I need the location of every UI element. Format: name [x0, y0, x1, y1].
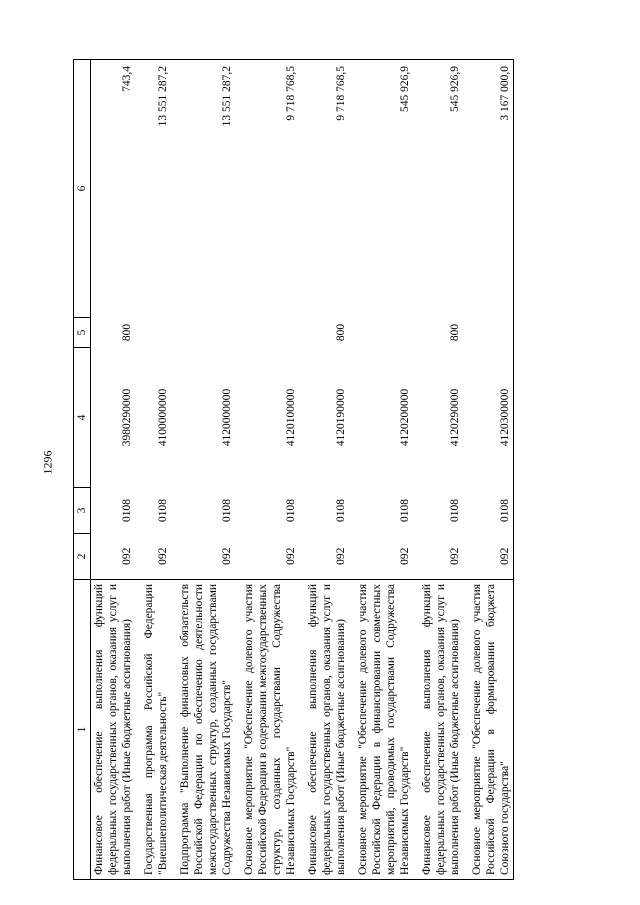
row-name: Основное мероприятие "Обеспечение долевого участия Российской Федерации в финансировании совместных мероприятий, проводимых государствами Содружества Независимых Государств" — [355, 580, 413, 880]
table-row — [305, 60, 349, 880]
row-amount: 9 718 768,5 — [305, 60, 349, 318]
row-code-3: 0108 — [221, 499, 233, 522]
header-cell-6: 6 — [74, 60, 91, 318]
row-code-5: 800 — [121, 323, 133, 342]
row-name: Финансовое обеспечение выполнения функций федеральных государственных органов, оказания услуг и выполнения работ (Иные бюджетные ассигнования) — [305, 580, 349, 880]
row-code-2: 092 — [221, 547, 233, 565]
page-number: 1296 — [40, 450, 55, 475]
table-row — [91, 60, 136, 880]
row-code-5 — [469, 318, 514, 348]
table-row — [355, 60, 413, 880]
row-code-3: 0108 — [285, 499, 297, 522]
row-code-2: 092 — [335, 547, 347, 565]
row-code-2: 092 — [449, 547, 461, 565]
row-name: Финансовое обеспечение выполнения функций федеральных государственных органов, оказания услуг и выполнения работ (Иные бюджетные ассигнования) — [419, 580, 463, 880]
row-amount: 3 167 000,0 — [469, 60, 514, 318]
header-cell-3: 3 — [74, 488, 91, 534]
header-cell-5: 5 — [74, 318, 91, 348]
row-amount: 13 551 287,2 — [141, 60, 171, 318]
table-header-row — [74, 60, 91, 880]
row-code-3: 0108 — [157, 499, 169, 522]
budget-table — [73, 59, 514, 880]
row-name: Основное мероприятие "Обеспечение долевого участия Российской Федерации в формировании бюджета Союзного государства" — [469, 580, 514, 880]
row-code-5 — [241, 318, 299, 348]
row-code-4: 4120100000 — [285, 388, 297, 447]
row-code-4: 3980290000 — [121, 388, 133, 447]
row-name: Государственная программа Российской Федерации "Внешнеполитическая деятельность" — [141, 580, 171, 880]
header-cell-1: 1 — [74, 580, 91, 880]
row-code-3: 0108 — [335, 499, 347, 522]
row-name: Основное мероприятие "Обеспечение долевого участия Российской Федерации в содержании межгосударственных структур, созданных государствами Содружества Независимых Государств" — [241, 580, 299, 880]
row-code-4: 4120200000 — [399, 388, 411, 447]
row-amount: 743,4 — [91, 60, 136, 318]
row-name: Финансовое обеспечение выполнения функций федеральных государственных органов, оказания услуг и выполнения работ (Иные бюджетные ассигнования) — [91, 580, 136, 880]
row-amount: 545 926,9 — [419, 60, 463, 318]
table-row — [419, 60, 463, 880]
row-code-3: 0108 — [399, 499, 411, 522]
rotated-table-container — [73, 60, 593, 880]
table-row — [241, 60, 299, 880]
row-code-3: 0108 — [121, 499, 133, 522]
row-code-3: 0108 — [449, 499, 461, 522]
row-code-2: 092 — [121, 547, 133, 565]
table-row — [469, 60, 514, 880]
row-code-5: 800 — [449, 323, 461, 342]
table-row — [141, 60, 171, 880]
header-cell-2: 2 — [74, 534, 91, 580]
row-amount: 9 718 768,5 — [241, 60, 299, 318]
row-code-4: 4120290000 — [449, 388, 461, 447]
row-code-2: 092 — [399, 547, 411, 565]
row-code-3: 0108 — [469, 488, 514, 534]
row-code-5 — [177, 318, 235, 348]
row-code-2: 092 — [469, 534, 514, 580]
row-code-4: 4100000000 — [157, 388, 169, 447]
header-cell-4: 4 — [74, 348, 91, 488]
row-code-5 — [355, 318, 413, 348]
table-row — [177, 60, 235, 880]
row-code-2: 092 — [285, 547, 297, 565]
row-code-2: 092 — [157, 547, 169, 565]
row-code-4: 4120190000 — [335, 388, 347, 447]
row-amount: 545 926,9 — [355, 60, 413, 318]
row-code-5 — [141, 318, 171, 348]
row-amount: 13 551 287,2 — [177, 60, 235, 318]
row-name: Подпрограмма "Выполнение финансовых обязательств Российской Федерации по обеспечению деятельности межгосударственных структур, созданных государствами Содружества Независимых Государств" — [177, 580, 235, 880]
row-code-5: 800 — [335, 323, 347, 342]
row-code-4: 4120300000 — [469, 348, 514, 488]
row-code-4: 4120000000 — [221, 388, 233, 447]
